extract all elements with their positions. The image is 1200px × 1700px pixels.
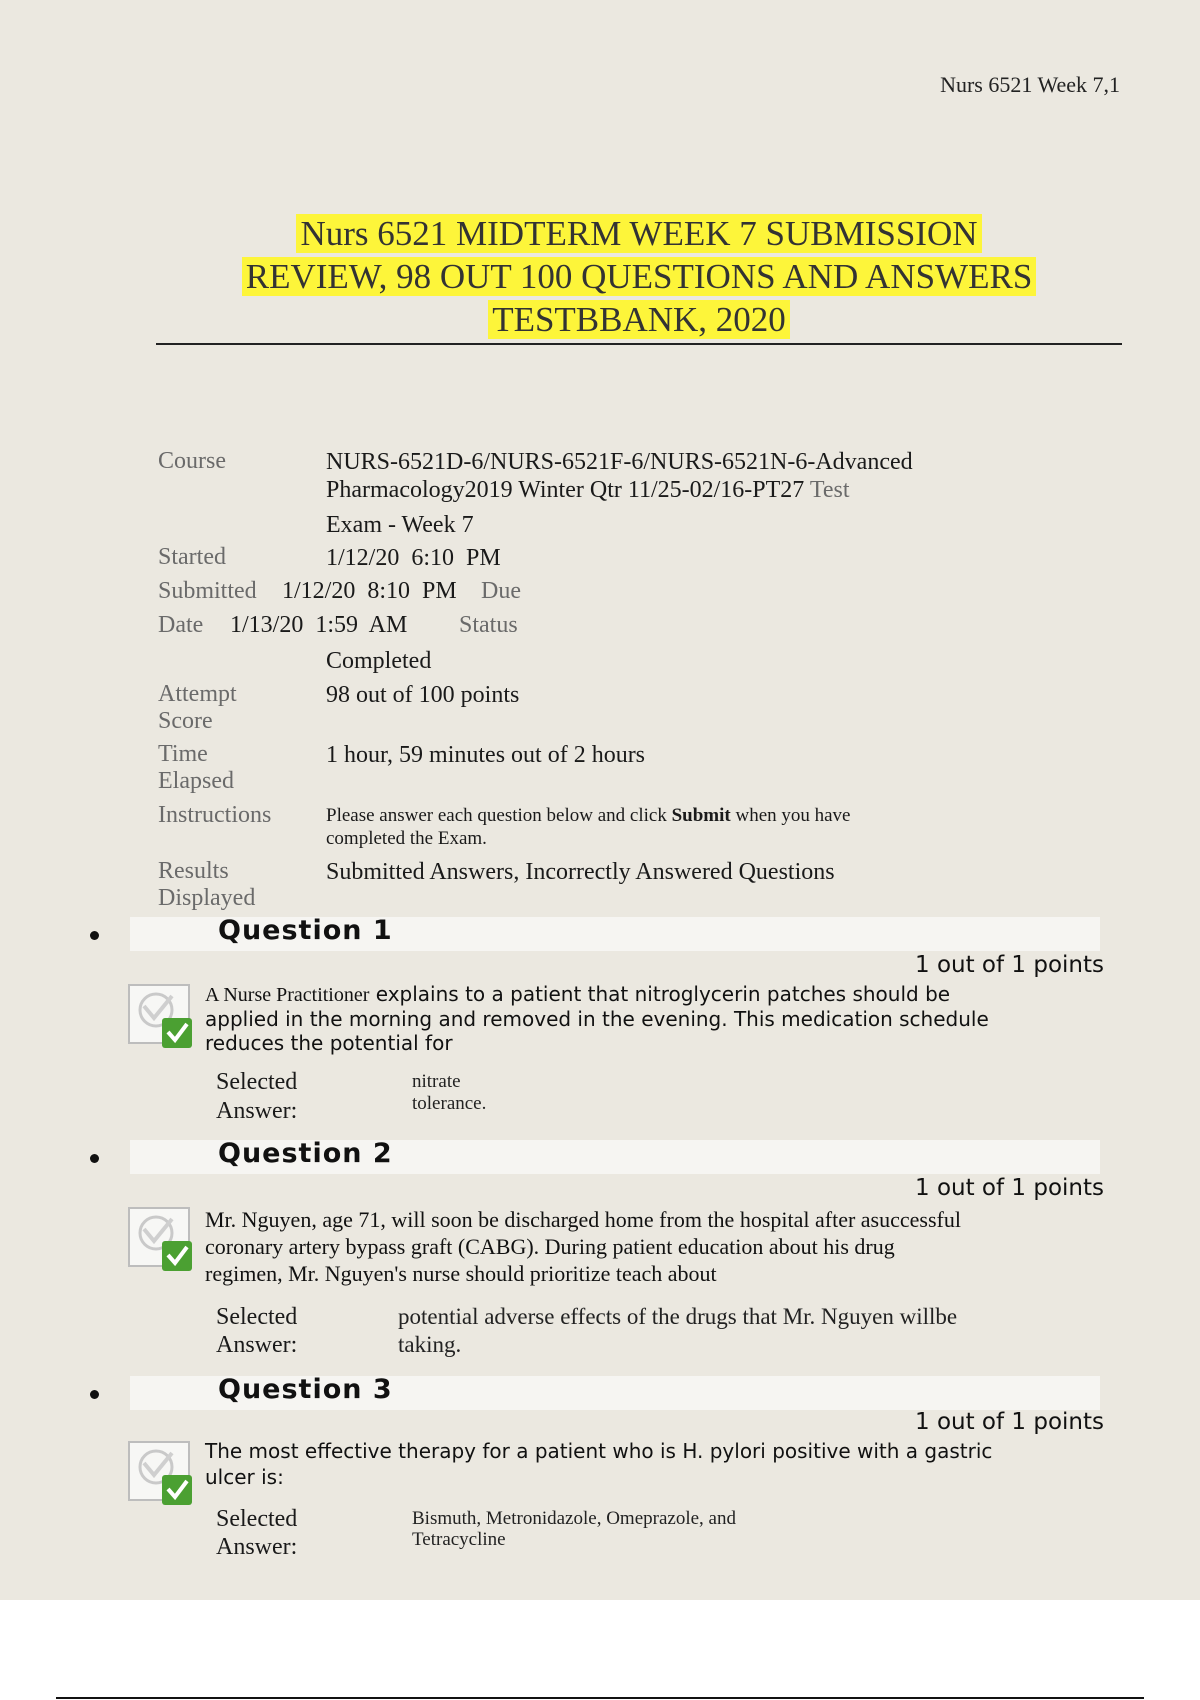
title-underline bbox=[156, 343, 1122, 345]
question-1-line-2: applied in the morning and removed in the evening. This medication schedule bbox=[205, 1007, 989, 1031]
time-elapsed-value: 1 hour, 59 minutes out of 2 hours bbox=[326, 742, 646, 768]
question-2-line-1: Mr. Nguyen, age 71, will soon be discharged home from the hospital after asuccessful bbox=[205, 1207, 961, 1232]
instructions-bold: Submit bbox=[671, 805, 731, 826]
question-3-header bbox=[130, 1376, 1100, 1410]
results-label-1: Results bbox=[158, 858, 229, 884]
title-line-3: TESTBBANK, 2020 bbox=[488, 300, 790, 339]
bullet-icon bbox=[90, 931, 99, 940]
correct-check-icon bbox=[128, 984, 192, 1048]
attempt-label-2: Score bbox=[158, 708, 213, 734]
question-3-line-2: ulcer is: bbox=[205, 1465, 284, 1489]
instructions-line-1 bbox=[326, 805, 851, 827]
course-line-3: Exam - Week 7 bbox=[326, 512, 474, 538]
answer-label-1: Answer: bbox=[216, 1098, 298, 1124]
question-3-answer-line-2: Tetracycline bbox=[412, 1529, 506, 1550]
bullet-icon bbox=[90, 1154, 99, 1163]
course-label: Course bbox=[158, 448, 226, 474]
question-1-answer-line-1: nitrate bbox=[412, 1071, 461, 1092]
question-2-header bbox=[130, 1140, 1100, 1174]
date-value: 1/13/20 1:59 AM bbox=[230, 612, 408, 638]
question-2-line-3: regimen, Mr. Nguyen's nurse should prioritize teach about bbox=[205, 1261, 717, 1286]
question-1-lead: A Nurse Practitioner bbox=[205, 984, 370, 1006]
instructions-post: when you have bbox=[730, 805, 851, 826]
question-2-answer-line-2: taking. bbox=[398, 1332, 462, 1357]
question-1-answer-line-2: tolerance. bbox=[412, 1093, 487, 1114]
time-label-1: Time bbox=[158, 741, 208, 767]
submitted-label: Submitted bbox=[158, 578, 257, 604]
question-1-line-3: reduces the potential for bbox=[205, 1031, 453, 1055]
title-line-2: REVIEW, 98 OUT 100 QUESTIONS AND ANSWERS bbox=[242, 257, 1037, 296]
instructions-label: Instructions bbox=[158, 802, 272, 828]
question-2-answer-line-1: potential adverse effects of the drugs that Mr. Nguyen willbe bbox=[398, 1304, 958, 1329]
results-label-2: Displayed bbox=[158, 885, 256, 911]
answer-label-2: Answer: bbox=[216, 1332, 298, 1358]
footer-rule bbox=[56, 1697, 1144, 1699]
answer-label-3: Answer: bbox=[216, 1534, 298, 1560]
question-3-text bbox=[205, 1438, 1035, 1490]
question-1-points: 1 out of 1 points bbox=[915, 952, 1104, 978]
question-2-points: 1 out of 1 points bbox=[915, 1175, 1104, 1201]
question-1-title: Question 1 bbox=[218, 915, 393, 946]
selected-label-3: Selected bbox=[216, 1506, 298, 1532]
question-1-text bbox=[205, 982, 1035, 1055]
document-title bbox=[156, 212, 1122, 341]
started-label: Started bbox=[158, 544, 226, 570]
bullet-icon bbox=[90, 1390, 99, 1399]
question-3-line-1: The most effective therapy for a patient who is H. pylori positive with a gastric bbox=[205, 1439, 993, 1463]
title-line-1: Nurs 6521 MIDTERM WEEK 7 SUBMISSION bbox=[296, 214, 981, 253]
attempt-score-value: 98 out of 100 points bbox=[326, 682, 520, 708]
question-2-line-2: coronary artery bypass graft (CABG). During patient education about his drug bbox=[205, 1234, 895, 1259]
instructions-pre: Please answer each question below and click bbox=[326, 805, 672, 826]
time-label-2: Elapsed bbox=[158, 768, 234, 794]
course-line-2-wrap bbox=[326, 477, 850, 504]
question-3-points: 1 out of 1 points bbox=[915, 1409, 1104, 1435]
question-1-line-1: explains to a patient that nitroglycerin patches should be bbox=[369, 982, 951, 1006]
question-2-title: Question 2 bbox=[218, 1138, 393, 1169]
date-label: Date bbox=[158, 612, 204, 638]
correct-check-icon bbox=[128, 1207, 192, 1271]
started-value: 1/12/20 6:10 PM bbox=[326, 545, 501, 571]
selected-label-1: Selected bbox=[216, 1069, 298, 1095]
instructions-line-2: completed the Exam. bbox=[326, 828, 487, 849]
results-value: Submitted Answers, Incorrectly Answered Questions bbox=[326, 859, 835, 885]
due-label: Due bbox=[481, 578, 521, 604]
running-head: Nurs 6521 Week 7,1 bbox=[940, 72, 1120, 97]
question-2-text bbox=[205, 1206, 1035, 1287]
submitted-value: 1/12/20 8:10 PM bbox=[282, 578, 457, 604]
question-3-answer-line-1: Bismuth, Metronidazole, Omeprazole, and bbox=[412, 1508, 736, 1529]
course-line-1: NURS-6521D-6/NURS-6521F-6/NURS-6521N-6-Advanced bbox=[326, 449, 913, 475]
question-3-title: Question 3 bbox=[218, 1374, 393, 1405]
attempt-label-1: Attempt bbox=[158, 681, 237, 707]
status-label: Status bbox=[459, 612, 518, 638]
selected-label-2: Selected bbox=[216, 1304, 298, 1330]
status-value: Completed bbox=[326, 648, 432, 674]
course-line-2: Pharmacology2019 Winter Qtr 11/25-02/16-PT27 bbox=[326, 477, 805, 503]
question-1-header bbox=[130, 917, 1100, 951]
test-label: Test bbox=[809, 477, 850, 503]
correct-check-icon bbox=[128, 1441, 192, 1505]
